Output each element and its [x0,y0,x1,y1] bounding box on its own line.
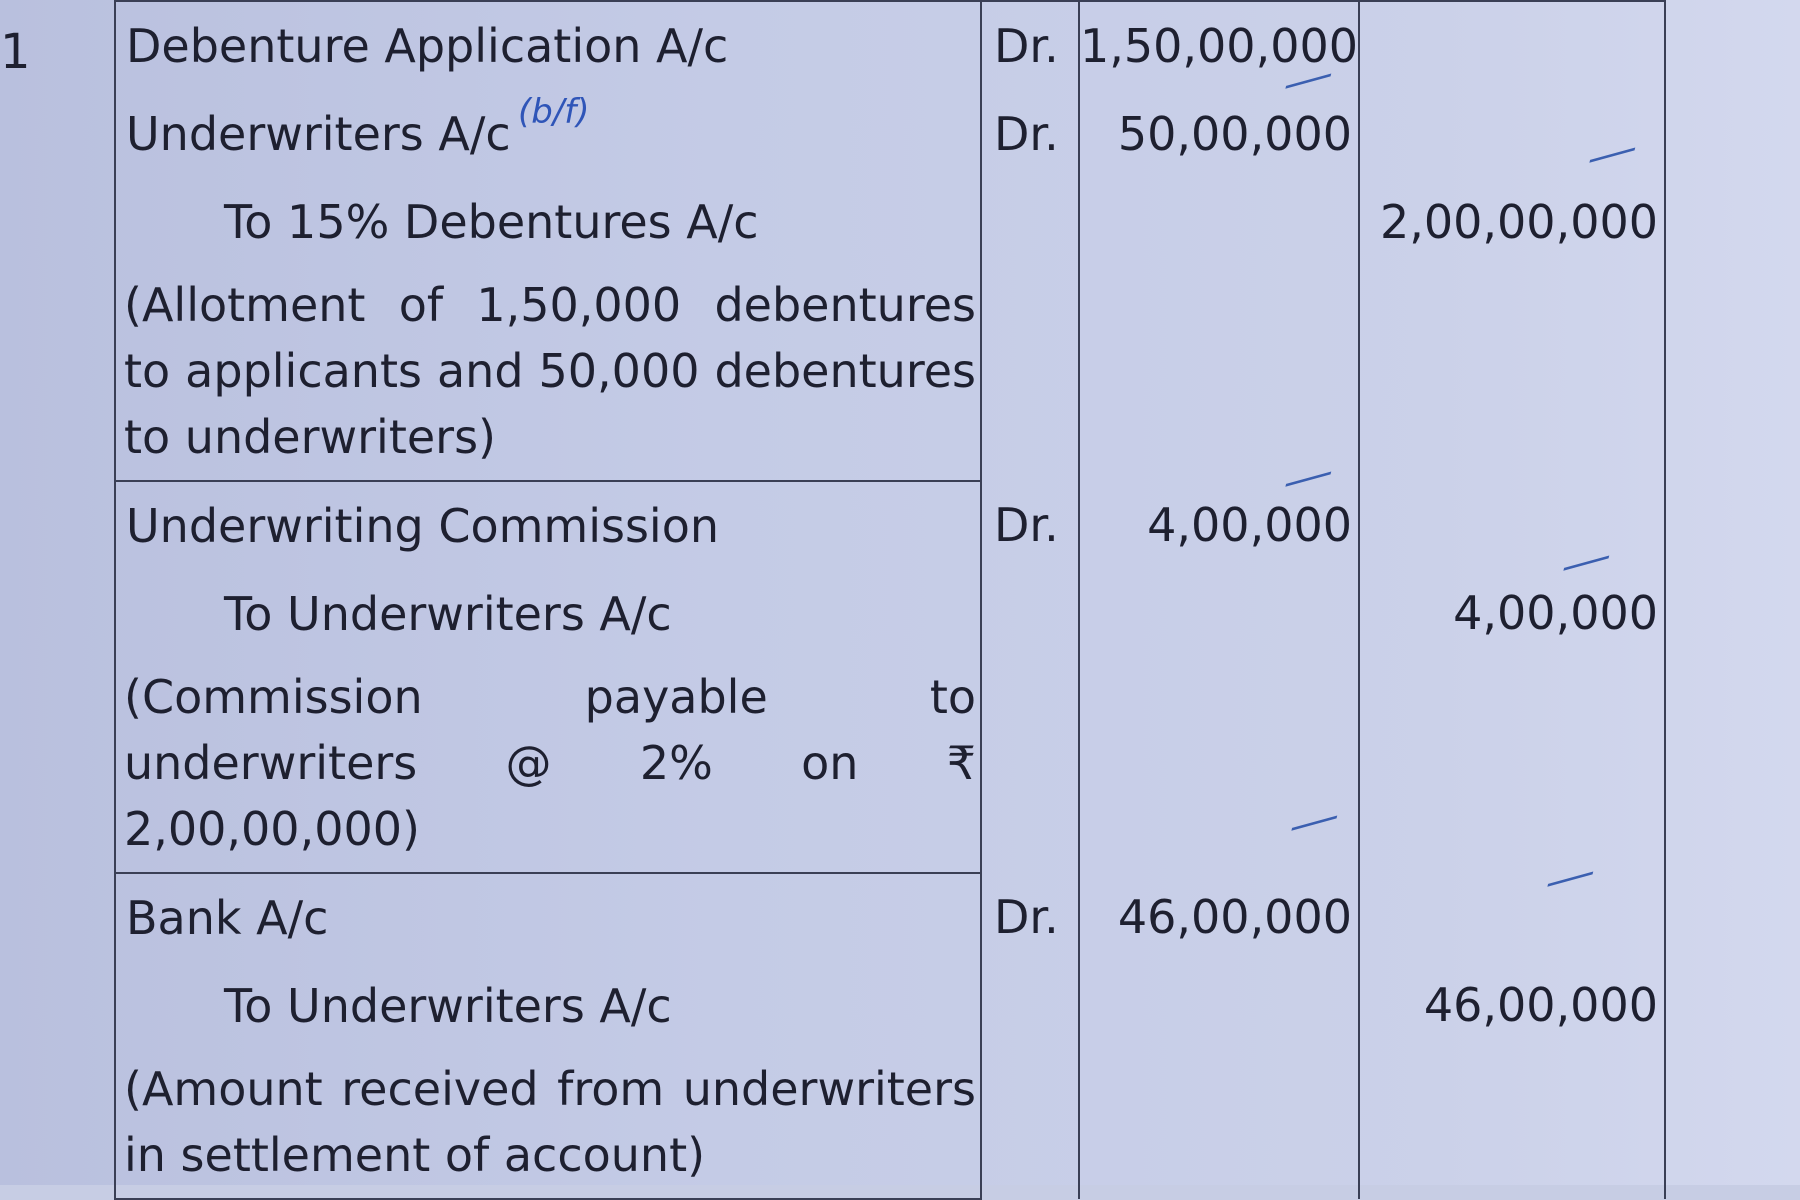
credit-amount: 2,00,00,000 [1380,195,1658,249]
narration: (Allotment of 1,50,000 debentures to applicants and 50,000 debentures to underwriters) [124,278,976,464]
debit-amount-cell [1079,873,1359,1199]
credit-amount-cell [1359,873,1665,1199]
credit-account-line: To Underwriters A/c [224,587,672,641]
journal-entry-1 [115,1,1665,481]
dr-cell [981,1,1079,481]
debit-account-line: Underwriting Commission [126,499,720,553]
debit-amount: 4,00,000 [1147,498,1352,552]
credit-amount-cell [1359,481,1665,873]
credit-amount: 46,00,000 [1423,978,1658,1032]
dr-marker: Dr. [994,498,1059,552]
credit-amount: 4,00,000 [1453,586,1658,640]
row-number: 1 [0,24,31,80]
debit-amount: 46,00,000 [1117,890,1352,944]
credit-amount-cell [1359,1,1665,481]
journal-entry-3 [115,873,1665,1199]
narration: (Commission payable to underwriters @ 2% on ₹ 2,00,00,000) [124,670,976,856]
debit-amount: 50,00,000 [1117,107,1352,161]
credit-account-line: To 15% Debentures A/c [224,195,759,249]
particulars-cell [115,481,981,873]
dr-cell [981,873,1079,1199]
dr-cell [981,481,1079,873]
particulars-cell [115,873,981,1199]
particulars-cell [115,1,981,481]
handwritten-note: (b/f) [518,92,590,132]
debit-amount: 1,50,00,000 [1080,19,1358,73]
debit-account-line: Underwriters A/c [126,107,511,161]
narration: (Amount received from underwriters in settlement of account) [124,1062,976,1182]
credit-account-line: To Underwriters A/c [224,979,672,1033]
dr-marker: Dr. [994,19,1059,73]
dr-marker: Dr. [994,107,1059,161]
debit-account-line: Bank A/c [126,891,329,945]
dr-marker: Dr. [994,890,1059,944]
debit-account-line: Debenture Application A/c [126,19,729,73]
journal-entry-2 [115,481,1665,873]
journal-table [114,0,1666,1200]
